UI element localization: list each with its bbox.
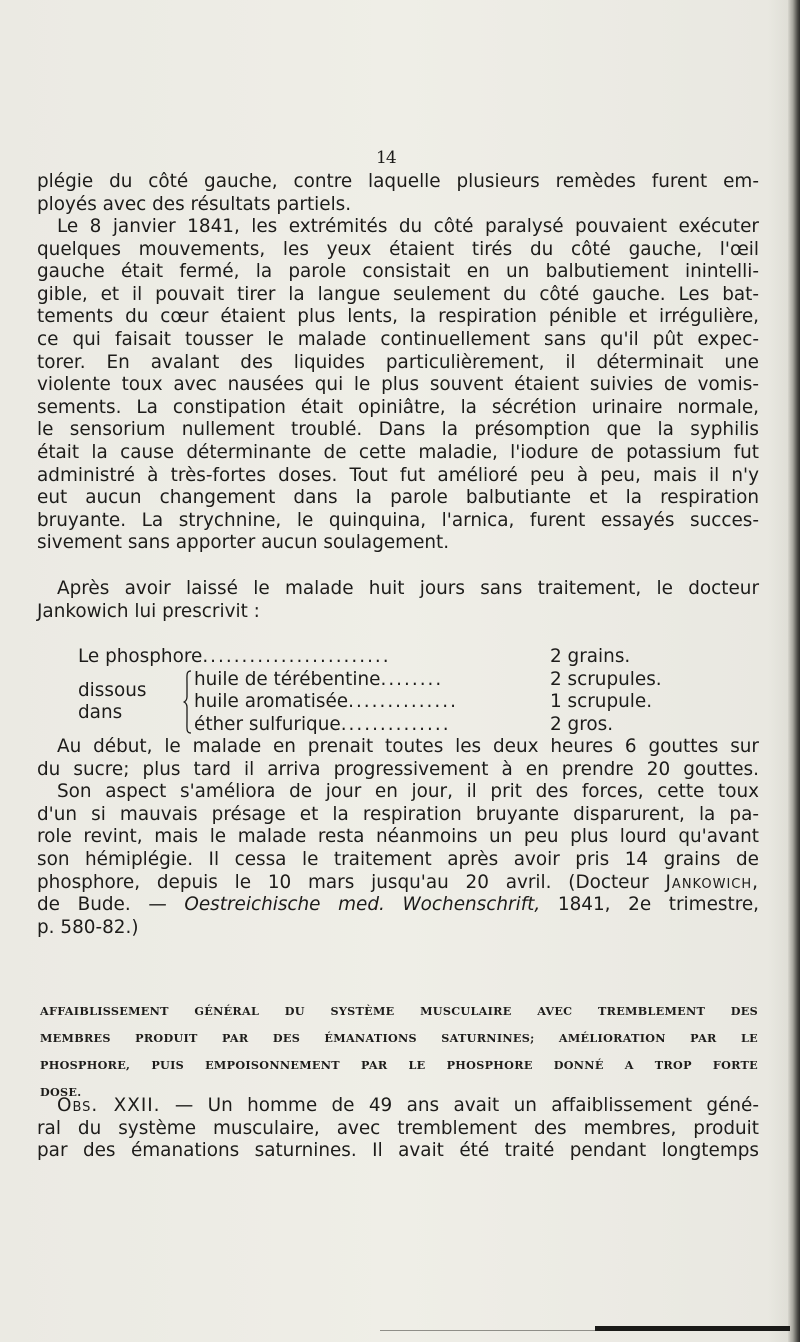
heading-line: MEMBRES PRODUIT PAR DES ÉMANATIONS SATURNINES; AMÉLIORATION PAR LE [40,1031,758,1045]
text-line: plégie du côté gauche, contre laquelle plusieurs remèdes furent em- [37,171,759,192]
brace [183,670,192,734]
text-line [37,872,759,895]
paragraph-3 [37,578,759,623]
paragraph-4 [37,736,759,939]
text-line: sivement sans apporter aucun soulagement. [37,532,450,554]
bottom-rule-thin [380,1330,595,1331]
dissolved-in-label: dissous dans [78,679,147,724]
text-line [37,1095,759,1118]
ingredient-name: huile de térébentine [194,668,381,690]
text-line: Le 8 janvier 1841, les extrémités du côté paralysé pouvaient exécuter [57,216,759,237]
text-span: — Un homme de 49 ans avait un affaiblissement géné- [160,1095,759,1116]
heading-line: AFFAIBLISSEMENT GÉNÉRAL DU SYSTÈME MUSCULAIRE AVEC TREMBLEMENT DES [40,1004,758,1018]
text-line: role revint, mais le malade resta néanmoins un peu plus lourd qu'avant [37,826,759,848]
dot-leader: ........ [380,668,444,690]
text-line: ployés avec des résultats partiels. [37,193,352,215]
text-line: tements du cœur étaient plus lents, la respiration pénible et irrégulière, [37,306,759,328]
text-line: violente toux avec nausées qui le plus souvent étaient suivies de vomis- [37,374,759,396]
binding-edge [788,0,800,1342]
text-span: 1841, 2e trimestre, [557,894,760,916]
text-span: de Bude. [37,894,131,916]
text-line: du sucre; plus tard il arriva progressivement à en prendre 20 gouttes. [37,758,759,780]
text-line: torer. En avalant des liquides particulièrement, il déterminait une [37,351,759,373]
text-line: était la cause déterminante de cette maladie, l'iodure de potassium fut [37,441,759,463]
text-line: Jankowich lui prescrivit : [37,600,260,622]
doctor-name: Jankowich, [665,871,759,893]
prescription-main-dose: 2 grains. [550,646,631,667]
text-line: eut aucun changement dans la parole balbutiante et la respiration [37,487,759,509]
solvent-row [194,669,678,692]
text-line: le sensorium nullement troublé. Dans la présomption que la syphilis [37,419,759,441]
solvent-ingredient [194,691,546,714]
text-line: Au début, le malade en prenait toutes les deux heures 6 gouttes sur [57,736,759,757]
dot-leader: .............. [340,713,451,735]
text-line: gauche était fermé, la parole consistait en un balbutiement inintelli- [37,261,759,283]
text-line: administré à très-fortes doses. Tout fut amélioré peu à peu, mais il n'y [37,464,759,486]
heading-line: DOSE. [40,1085,82,1099]
solvent-dose: 2 gros. [550,713,614,735]
heading-line: PHOSPHORE, PUIS EMPOISONNEMENT PAR LE PHOSPHORE DONNÉ A TROP FORTE [40,1058,758,1072]
section-heading [40,998,758,1106]
solvent-list [194,669,678,737]
text-line: ral du système musculaire, avec tremblement des membres, produit [37,1117,759,1139]
observation-label: Obs. XXII. [57,1095,161,1116]
paragraph-1 [37,171,759,216]
paragraph-observation [37,1095,759,1163]
ingredient-name: Le phosphore [78,646,203,667]
solvent-row [194,691,678,714]
prescription-main-row [78,646,678,669]
solvent-row [194,714,678,737]
prescription-main-ingredient [78,646,546,669]
solvent-dose: 1 scrupule. [550,691,653,713]
journal-title: Oestreichische med. Wochenschrift, [184,894,541,916]
ingredient-name: éther sulfurique [194,713,341,735]
text-line: p. 580-82.) [37,916,139,938]
text-line: d'un si mauvais présage et la respiration bruyante disparurent, la pa- [37,803,759,825]
solvent-dose: 2 scrupules. [550,668,662,690]
text-line: Son aspect s'améliora de jour en jour, il prit des forces, cette toux [57,781,759,803]
page-number: 14 [376,148,396,168]
text-line: quelques mouvements, les yeux étaient tirés du côté gauche, l'œil [37,238,759,260]
text-line: ce qui faisait tousser le malade continuellement sans qu'il pût expec- [37,328,759,350]
text-line: Après avoir laissé le malade huit jours sans traitement, le docteur [57,578,759,599]
text-line: gible, et il pouvait tirer la langue seulement du côté gauche. Les bat- [37,283,759,305]
text-line: par des émanations saturnines. Il avait été traité pendant longtemps [37,1140,759,1162]
text-line: sements. La constipation était opiniâtre, la sécrétion urinaire normale, [37,396,759,418]
paragraph-2 [37,216,759,555]
text-line: son hémiplégie. Il cessa le traitement après avoir pris 14 grains de [37,848,759,870]
dot-leader: ........................ [202,646,391,667]
bottom-rule [595,1326,790,1331]
ingredient-name: huile aromatisée [194,691,349,713]
text-span: phosphore, depuis le 10 mars jusqu'au 20 avril. (Docteur [37,871,649,893]
text-line: de Bude. — Oestreichische med. Wochenschrift, 1841, 2e trimestre, [37,894,760,916]
prescription [78,646,678,735]
dot-leader: .............. [348,691,458,713]
solvent-ingredient [194,714,546,737]
solvent-ingredient [194,669,546,692]
text-line: bruyante. La strychnine, le quinquina, l'arnica, furent essayés succes- [37,509,759,531]
